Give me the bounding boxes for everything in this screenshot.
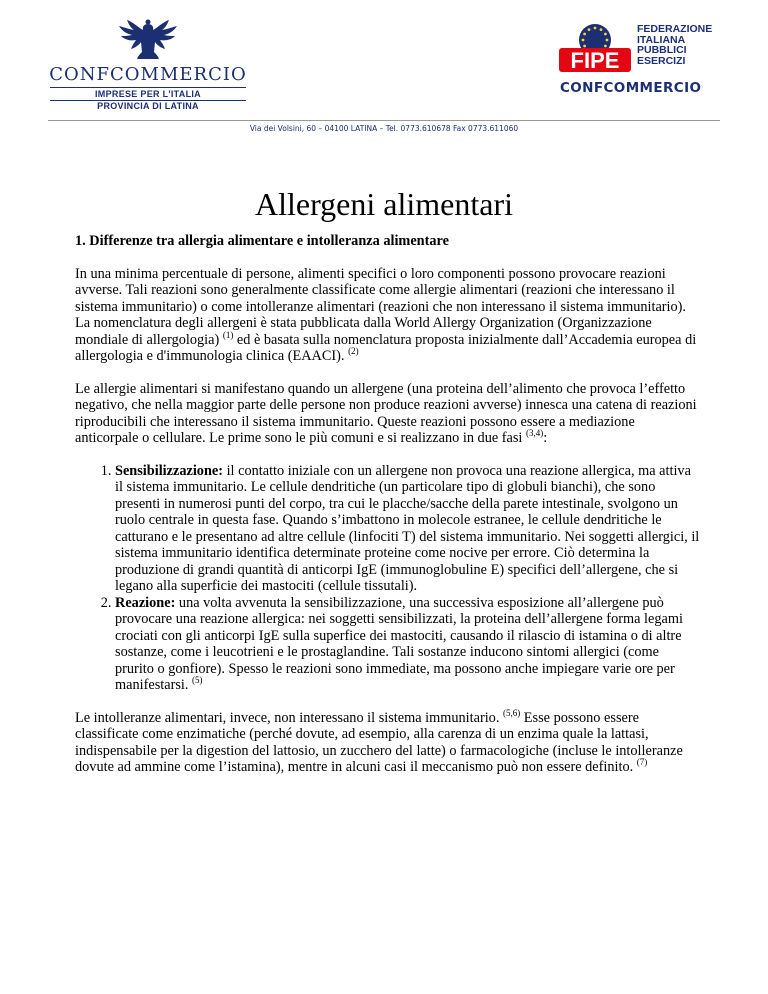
- citation: (1): [222, 329, 234, 340]
- paragraph-text: ed è basata sulla nomenclatura proposta inizialmente dall’Accademia europea di allergologia e d'immunologia clinica (EAACI).: [75, 331, 697, 364]
- section-heading: 1. Differenze tra allergia alimentare e intolleranza alimentare: [75, 233, 449, 249]
- paragraph-intro: [75, 266, 700, 365]
- fipe-line: FEDERAZIONE: [637, 23, 713, 35]
- confcommercio-latina-logo: [48, 18, 248, 111]
- fipe-line: ITALIANA: [637, 33, 686, 46]
- logo-province: PROVINCIA DI LATINA: [97, 101, 199, 111]
- paragraph-allergies: [75, 381, 700, 447]
- list-item: [115, 595, 700, 694]
- letterhead: [0, 0, 768, 133]
- document-title: Allergeni alimentari: [255, 186, 513, 222]
- paragraph-text: Le allergie alimentari si manifestano quando un allergene (una proteina dell’alimento che provoca l’effetto negativo, che nella maggior parte delle persone non produce reazioni avverse) innesca una catena di reazioni riproducibili che interessano il sistema immunitario. Queste reazioni possono essere a mediazione anticorpale o cellulare. Le prime sono le più comuni e si realizzano in due fasi: [75, 380, 697, 446]
- confcommercio-wordmark: CONFCOMMERCIO: [49, 64, 247, 85]
- confcommercio-brand-text: CONFCOMMERCIO: [560, 80, 702, 96]
- citation: (7): [636, 757, 648, 767]
- citation: (5): [192, 675, 203, 685]
- list-term: Reazione:: [115, 594, 176, 611]
- phases-list: [75, 463, 700, 694]
- divider: [50, 87, 246, 88]
- citation: (5,6): [502, 707, 521, 718]
- list-item: [115, 463, 700, 595]
- header-rule: [48, 120, 720, 121]
- fipe-line: PUBBLICI: [637, 44, 687, 56]
- fipe-emblem-icon: [555, 22, 635, 78]
- eagle-emblem-icon: [113, 18, 183, 62]
- list-text: una volta avvenuta la sensibilizzazione, una successiva esposizione all’allergene può provocare una reazione allergica: nei soggetti sensibilizzati, la proteina dell’allergene forma legami crociati con gli anticorpi IgE sulla superfice dei mastociti, causando il rilascio di istamina o di altre sostanze, come i leucotrieni e le prostaglandine. Tali sostanze inducono sintomi allergici (come prurito o gonfiore). Spesso le reazioni sono immediate, ma possono anche impiegare varie ore per manifestarsi.: [115, 594, 683, 693]
- paragraph-intolerances: [75, 707, 700, 776]
- fipe-confcommercio-logo: [555, 22, 735, 102]
- paragraph-text: In una minima percentuale di persone, alimenti specifici o loro componenti possono provocare reazioni avverse. Tali reazioni sono generalmente classificate come allergie alimentari (reazioni che interessano il sistema immunitario) o come intolleranze alimentari (reazioni che non interessano il sistema immunitario). La nomenclatura degli allergeni è stata pubblicata dalla World Allergy Organization (Organizzazione mondiale di allergologia): [75, 265, 687, 348]
- paragraph-text: Le intolleranze alimentari, invece, non interessano il sistema immunitario.: [75, 709, 503, 726]
- fipe-name-lines: [637, 24, 712, 66]
- logo-tagline: IMPRESE PER L'ITALIA: [95, 89, 201, 99]
- fipe-line: ESERCIZI: [637, 54, 686, 67]
- fipe-acronym: FIPE: [570, 48, 620, 73]
- citation: (3,4): [525, 428, 544, 438]
- paragraph-text: Esse possono essere classificate come enzimatiche (perché dovute, ad esempio, alla carenza di un enzima quale la lattasi, indispensabile per la digestion del lattosio, un zucchero del latte) o farmacologiche (incluse le intolleranze dovute ad ammine come l’istamina), mentre in alcuni casi il meccanismo può non essere definito.: [75, 709, 683, 775]
- punctuation: :: [543, 430, 548, 446]
- document-body: [75, 233, 700, 792]
- address-line: Via dei Volsini, 60 – 04100 LATINA – Tel. 0773.610678 Fax 0773.611060: [249, 124, 519, 133]
- list-text: il contatto iniziale con un allergene non provoca una reazione allergica, ma attiva il sistema immunitario. Le cellule dendritiche (un particolare tipo di globuli bianchi), che sono presenti in numerosi punti del corpo, tra cui le placche/sacche della parete intestinale, svolgono un ruolo centrale in questa fase. Quando s’imbattono in molecole estranee, le cellule dendritiche le catturano e le presentano ad altre cellule (linfociti T) del sistema immunitario. Nei soggetti allergici, il sistema immunitario identifica determinate proteine come nocive per errore. Ciò determina la produzione di grandi quantità di anticorpi IgE (immunoglobuline E) specifici dell’allergene, che si legano alla superficie dei mastociti (cellule tissutali).: [115, 462, 700, 594]
- citation: (2): [348, 346, 359, 356]
- list-term: Sensibilizzazione:: [115, 462, 224, 479]
